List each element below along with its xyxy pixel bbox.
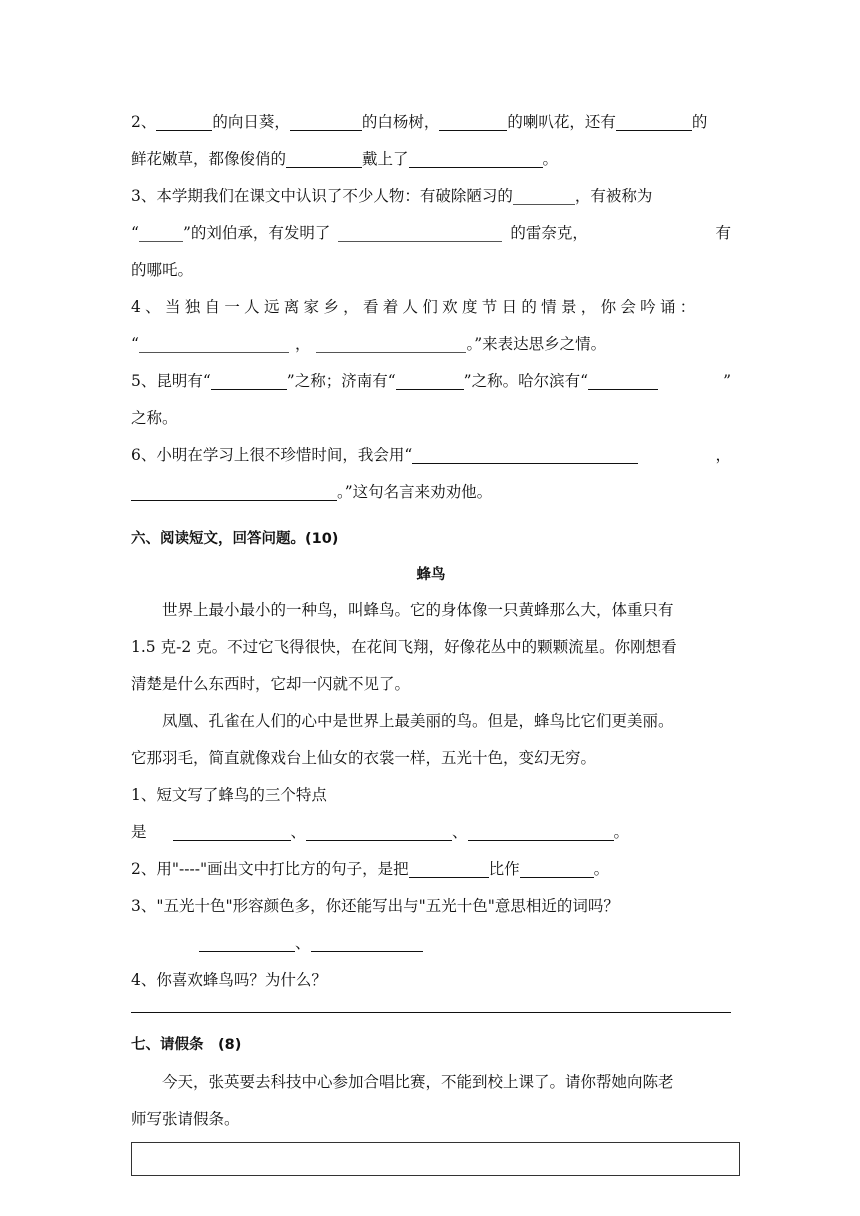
text: 的	[691, 113, 708, 131]
question-3-line-2	[131, 215, 731, 252]
text: ，有被称为	[574, 187, 653, 205]
text: 5、昆明有“	[131, 372, 211, 390]
question-2-line-2	[131, 141, 731, 178]
text: 的向日葵，	[212, 113, 290, 131]
text: 3、本学期我们在课文中认识了不少人物：有破除陋习的	[131, 187, 513, 205]
text: 。	[542, 150, 559, 168]
question-4-line-1	[131, 289, 731, 326]
reading-question-4: 4、你喜欢蜂鸟吗？为什么？	[131, 971, 327, 989]
text: 之称。	[131, 409, 178, 427]
text: 。”来表达思乡之情。	[466, 335, 607, 353]
question-2-line-1	[131, 104, 731, 141]
text: ，	[715, 446, 731, 464]
text: 的喇叭花，还有	[507, 113, 616, 131]
text: 。”这句名言来劝劝他。	[337, 483, 493, 501]
question-5-line-1	[131, 363, 731, 400]
question-3-line-1	[131, 178, 731, 215]
text: 2、	[131, 113, 157, 131]
blank[interactable]	[513, 184, 575, 205]
text: ”	[723, 372, 731, 390]
text: 的雷奈克，	[510, 224, 588, 242]
answer-line[interactable]	[131, 1011, 731, 1013]
blank[interactable]	[306, 820, 452, 841]
blank[interactable]	[338, 221, 502, 242]
section-6-heading: 六、阅读短文，回答问题。(10)	[131, 531, 339, 547]
blank[interactable]	[199, 931, 295, 952]
text: 的白杨树，	[361, 113, 440, 131]
question-6-line-1	[131, 437, 731, 474]
blank[interactable]	[412, 443, 638, 464]
text: 6、小明在学习上很不珍惜时间，我会用“	[131, 446, 413, 464]
text: 2、用"----"画出文中打比方的句子，是把	[131, 860, 409, 878]
text: “	[131, 224, 139, 242]
text: 、	[295, 934, 311, 952]
blank[interactable]	[156, 110, 212, 131]
blank[interactable]	[131, 480, 337, 501]
text: 。	[613, 823, 630, 841]
prompt-line: 师写张请假条。	[131, 1110, 240, 1128]
leave-note-box[interactable]	[131, 1142, 740, 1176]
section-7-heading: 七、请假条 (8)	[131, 1037, 242, 1053]
text: “	[131, 335, 139, 353]
passage-title: 蜂鸟	[416, 567, 446, 583]
blank[interactable]	[211, 369, 287, 390]
passage-line: 它那羽毛，简直就像戏台上仙女的衣裳一样，五光十色，变幻无穷。	[131, 749, 597, 767]
passage-line: 1.5 克-2 克。不过它飞得很快，在花间飞翔，好像花丛中的颗颗流星。你刚想看	[131, 638, 677, 656]
prompt-line: 今天，张英要去科技中心参加合唱比赛，不能到校上课了。请你帮她向陈老	[162, 1073, 674, 1091]
passage-line: 清楚是什么东西时，它却一闪就不见了。	[131, 675, 411, 693]
text: ”之称；济南有“	[286, 372, 396, 390]
text: 鲜花嫩草，都像俊俏的	[131, 150, 287, 168]
question-6-line-2	[131, 474, 731, 511]
reading-question-2	[131, 851, 731, 888]
blank[interactable]	[439, 110, 507, 131]
reading-question-3-answer	[131, 925, 731, 962]
text: 有	[715, 224, 731, 242]
text: 、	[452, 823, 468, 841]
blank[interactable]	[396, 369, 464, 390]
text: 比作	[488, 860, 520, 878]
question-4-line-2	[131, 326, 731, 363]
blank[interactable]	[588, 369, 658, 390]
reading-question-1: 1、短文写了蜂鸟的三个特点	[131, 786, 327, 804]
text: 是	[131, 823, 147, 841]
blank[interactable]	[468, 820, 614, 841]
text: ”之称。哈尔滨有“	[463, 372, 589, 390]
text: 。	[593, 860, 610, 878]
text: 、	[290, 823, 307, 841]
text: 的哪吒。	[131, 261, 194, 279]
blank[interactable]	[290, 110, 362, 131]
text: 戴上了	[362, 150, 409, 168]
text: ，	[294, 335, 311, 353]
blank[interactable]	[311, 931, 423, 952]
blank[interactable]	[409, 147, 543, 168]
passage-line: 凤凰、孔雀在人们的心中是世界上最美丽的鸟。但是，蜂鸟比它们更美丽。	[162, 712, 674, 730]
blank[interactable]	[139, 332, 289, 353]
blank[interactable]	[286, 147, 362, 168]
question-5-line-2	[131, 400, 731, 437]
blank[interactable]	[139, 221, 183, 242]
reading-question-1-answer	[131, 814, 731, 851]
blank[interactable]	[409, 857, 489, 878]
question-3-line-3	[131, 252, 731, 289]
blank[interactable]	[616, 110, 692, 131]
reading-question-3: 3、"五光十色"形容颜色多，你还能写出与"五光十色"意思相近的词吗？	[131, 897, 619, 915]
passage-line: 世界上最小最小的一种鸟，叫蜂鸟。它的身体像一只黄蜂那么大，体重只有	[162, 601, 674, 619]
text: ”的刘伯承，有发明了	[182, 224, 331, 242]
blank[interactable]	[173, 820, 291, 841]
blank[interactable]	[316, 332, 466, 353]
worksheet-page	[131, 104, 731, 1176]
blank[interactable]	[520, 857, 594, 878]
text: 4、当独自一人远离家乡，看着人们欢度节日的情景，你会吟诵：	[131, 298, 700, 316]
